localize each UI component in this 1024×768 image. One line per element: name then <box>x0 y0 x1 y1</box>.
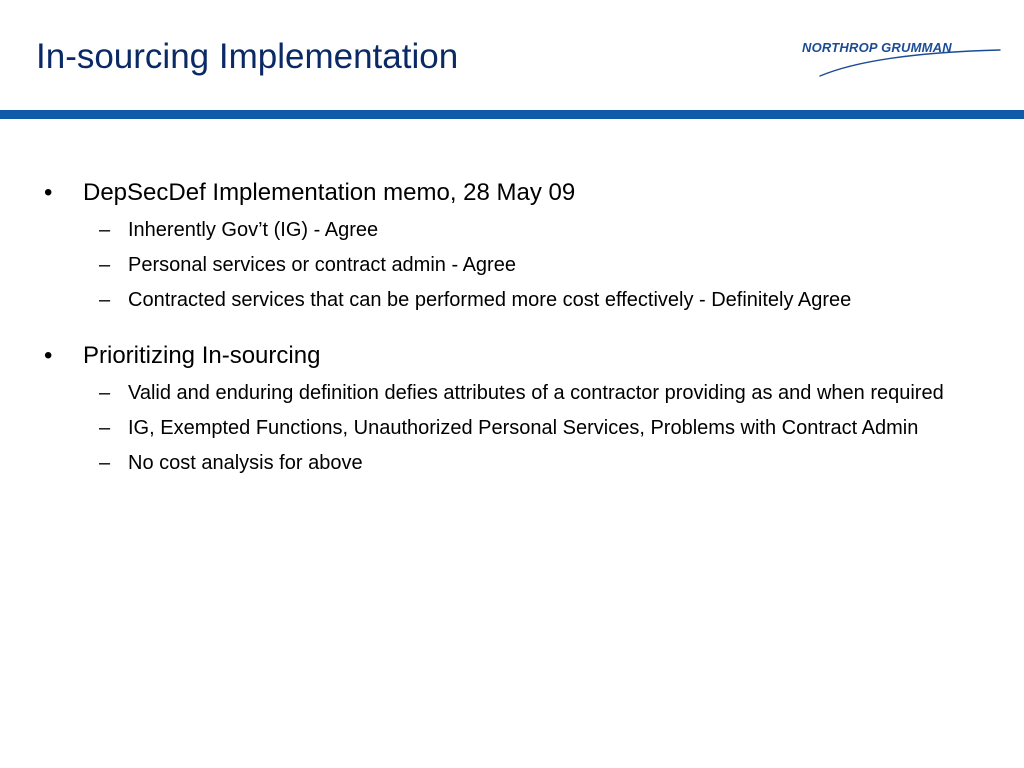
subbullet-marker-icon: – <box>99 289 111 311</box>
subbullet-marker-icon: – <box>99 219 111 241</box>
bullet-item <box>44 339 964 373</box>
subbullet-item <box>44 251 964 280</box>
subbullet-marker-icon: – <box>99 254 111 276</box>
bullet-group-2 <box>44 339 964 478</box>
subbullet-item <box>44 414 964 443</box>
subbullet-item <box>44 449 964 478</box>
bullet-marker-icon: • <box>44 179 53 206</box>
subbullet-text: IG, Exempted Functions, Unauthorized Personal Services, Problems with Contract Admin <box>128 417 919 439</box>
slide-content <box>44 176 964 478</box>
bullet-group-1 <box>44 176 964 315</box>
logo-text: NORTHROP GRUMMAN <box>802 40 952 55</box>
subbullet-item <box>44 286 964 315</box>
bullet-text: DepSecDef Implementation memo, 28 May 09 <box>83 179 576 206</box>
subbullet-text: No cost analysis for above <box>128 452 363 474</box>
bullet-text: Prioritizing In-sourcing <box>83 342 321 369</box>
northrop-grumman-logo <box>788 30 1003 90</box>
bullet-item <box>44 176 964 210</box>
subbullet-text: Personal services or contract admin - Agree <box>128 254 516 276</box>
subbullet-item <box>44 216 964 245</box>
subbullet-text: Inherently Gov’t (IG) - Agree <box>128 219 379 241</box>
header-rule <box>0 110 1024 119</box>
subbullet-marker-icon: – <box>99 417 111 439</box>
bullet-marker-icon: • <box>44 342 53 369</box>
subbullet-text: Valid and enduring definition defies attributes of a contractor providing as and when required <box>128 382 944 404</box>
logo-swoosh-icon <box>788 30 1003 90</box>
subbullet-marker-icon: – <box>99 452 111 474</box>
slide-title: In-sourcing Implementation <box>36 37 459 76</box>
subbullet-text: Contracted services that can be performed more cost effectively - Definitely Agree <box>128 289 852 311</box>
subbullet-marker-icon: – <box>99 382 111 404</box>
subbullet-item <box>44 379 964 408</box>
